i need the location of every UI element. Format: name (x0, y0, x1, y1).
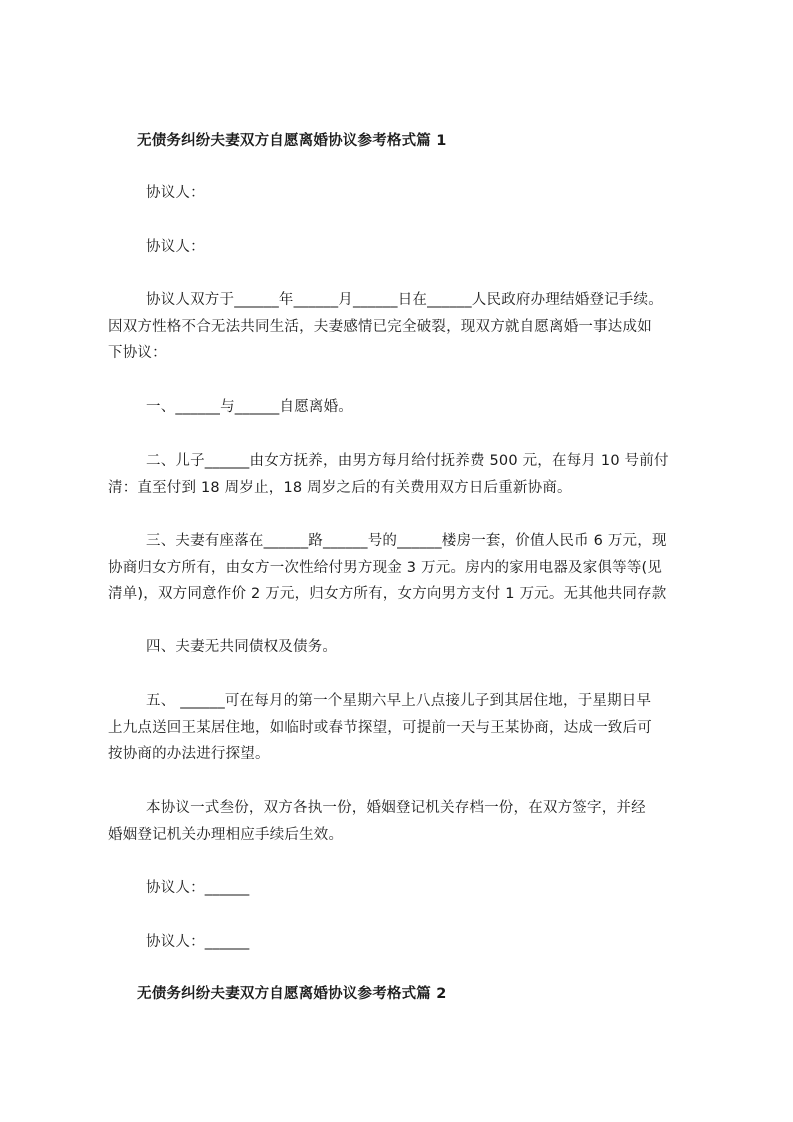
intro-line-1: 协议人双方于______年______月______日在______人民政府办理结婚登记手续。 (146, 292, 663, 308)
party-b-label: 协议人： (146, 239, 205, 255)
intro-line-2: 因双方性格不合无法共同生活，夫妻感情已完全破裂，现双方就自愿离婚一事达成如 (108, 319, 652, 335)
intro-line-3: 下协议： (108, 345, 167, 361)
clause-3-line-2: 协商归女方所有，由女方一次性给付男方现金 3 万元。房内的家用电器及家俱等等(见 (108, 560, 663, 576)
closing-line-1: 本协议一式叁份，双方各执一份，婚姻登记机关存档一份，在双方签字，并经 (146, 800, 646, 816)
clause-2-line-1: 二、儿子______由女方抚养，由男方每月给付抚养费 500 元，在每月 10 号前付 (146, 453, 669, 469)
party-a-label: 协议人： (146, 185, 205, 201)
clause-5-line-3: 按协商的办法进行探望。 (108, 746, 270, 762)
signature-party-a: 协议人：______ (146, 880, 250, 896)
clause-5-line-2: 上九点送回王某居住地，如临时或春节探望，可提前一天与王某协商，达成一致后可 (108, 720, 652, 736)
clause-5-line-1: 五、 ______可在每月的第一个星期六早上八点接儿子到其居住地，于星期日早 (146, 693, 652, 709)
signature-party-b: 协议人：______ (146, 934, 250, 950)
clause-2-line-2: 清：直至付到 18 周岁止，18 周岁之后的有关费用双方日后重新协商。 (108, 480, 572, 496)
document-title-1: 无债务纠纷夫妻双方自愿离婚协议参考格式篇 1 (137, 133, 447, 149)
closing-line-2: 婚姻登记机关办理相应手续后生效。 (108, 827, 344, 843)
clause-4: 四、夫妻无共同债权及债务。 (146, 639, 338, 655)
clause-3-line-1: 三、夫妻有座落在______路______号的______楼房一套，价值人民币 6 万元，现 (146, 533, 667, 549)
clause-3-line-3: 清单)，双方同意作价 2 万元，归女方所有，女方向男方支付 1 万元。无其他共同存款 (108, 586, 667, 602)
document-title-2: 无债务纠纷夫妻双方自愿离婚协议参考格式篇 2 (137, 986, 447, 1002)
clause-1: 一、______与______自愿离婚。 (146, 399, 353, 415)
